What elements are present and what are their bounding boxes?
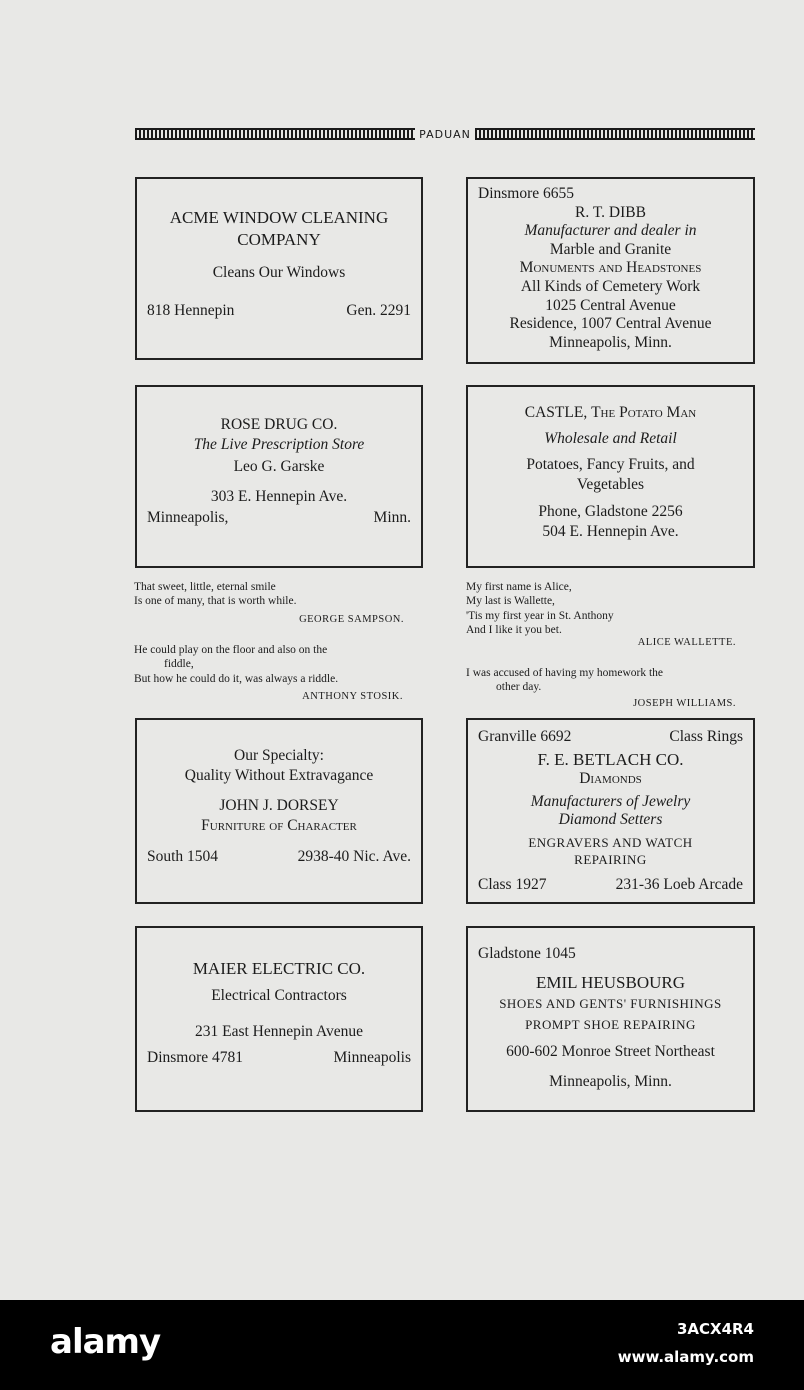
quote-line: fiddle,: [164, 658, 194, 671]
page-header-title: PADUAN: [419, 127, 471, 141]
ad-dorsey-phone: South 1504: [147, 847, 219, 865]
ad-betlach-class: Class 1927: [478, 875, 547, 893]
ad-maier-address: 231 East Hennepin Avenue: [194, 1023, 364, 1041]
ad-acme-window-cleaning: [135, 177, 423, 360]
ad-betlach-top-row: [468, 728, 753, 747]
ad-dorsey-contact-row: [137, 847, 421, 867]
ad-acme-name: ACME WINDOW CLEANING COMPANY: [169, 208, 389, 250]
ad-dibb-line5: 1025 Central Avenue: [545, 296, 676, 314]
header-ornament-left: [135, 128, 415, 140]
ad-heusbourg-phone: Gladstone 1045: [478, 945, 576, 962]
ad-rose-state: Minn.: [373, 508, 411, 526]
ad-betlach-line4: ENGRAVERS AND WATCH REPAIRING: [528, 834, 693, 868]
ad-heusbourg-address: 600-602 Monroe Street Northeast: [506, 1043, 715, 1061]
ad-castle-name-row: [468, 403, 753, 423]
ad-dibb-line6: Residence, 1007 Central Avenue: [509, 315, 712, 333]
ad-maier-name: MAIER ELECTRIC CO.: [192, 959, 366, 978]
quote-line: My last is Wallette,: [466, 595, 555, 608]
ad-dibb-line3: Monuments and Headstones: [519, 259, 702, 277]
ad-rose-city: Minneapolis,: [147, 508, 229, 526]
ad-dorsey-address: 2938-40 Nic. Ave.: [297, 847, 411, 865]
ad-betlach-line1: Diamonds: [579, 769, 642, 787]
ad-betlach-line3: Diamond Setters: [558, 811, 663, 829]
ad-maier-phone: Dinsmore 4781: [147, 1049, 244, 1067]
quote-line: And I like it you bet.: [466, 624, 562, 637]
quote-line: But how he could do it, was always a riddle.: [134, 672, 339, 685]
ad-dibb-line1: Manufacturer and dealer in: [524, 222, 697, 240]
quote-line: My first name is Alice,: [466, 581, 572, 593]
ad-betlach-extra: Class Rings: [669, 728, 743, 745]
ad-castle-address: 504 E. Hennepin Ave.: [542, 522, 679, 540]
ad-castle-potato-man: [466, 385, 755, 568]
ad-rose-person: Leo G. Garske: [233, 458, 325, 476]
ad-dibb-phone: Dinsmore 6655: [478, 185, 575, 202]
ad-dorsey-line2: Quality Without Extravagance: [184, 767, 374, 785]
quote-line: Is one of many, that is worth while.: [134, 595, 297, 608]
ad-acme-phone: Gen. 2291: [346, 302, 411, 320]
ad-dibb-line7: Minneapolis, Minn.: [549, 333, 672, 351]
ad-john-dorsey: [135, 718, 423, 904]
ad-castle-nickname: The Potato Man: [591, 404, 697, 421]
ad-betlach-name: F. E. BETLACH CO.: [537, 749, 684, 769]
quote-signature: GEORGE SAMPSON.: [299, 613, 404, 625]
footer-url: www.alamy.com: [617, 1348, 754, 1366]
ad-heusbourg-line1: SHOES AND GENTS' FURNISHINGS: [499, 996, 722, 1012]
quote-george-sampson: [134, 580, 404, 626]
quote-signature: JOSEPH WILLIAMS.: [633, 697, 736, 709]
quote-line: That sweet, little, eternal smile: [134, 581, 276, 593]
quote-line: He could play on the floor and also on the: [134, 644, 328, 656]
ad-dibb-name: R. T. DIBB: [575, 203, 646, 221]
ad-dorsey-line1: Our Specialty:: [234, 747, 324, 764]
ad-rose-address: 303 E. Hennepin Ave.: [210, 488, 348, 506]
ad-heusbourg-name: EMIL HEUSBOURG: [535, 973, 686, 993]
ad-dorsey-name: JOHN J. DORSEY: [219, 797, 339, 815]
quote-line: other day.: [496, 681, 542, 694]
ad-fe-betlach: [466, 718, 755, 904]
ad-betlach-address: 231-36 Loeb Arcade: [615, 875, 743, 893]
header-ornament-right: [475, 128, 755, 140]
ad-betlach-phone: Granville 6692: [478, 728, 572, 745]
ad-acme-tagline: Cleans Our Windows: [212, 264, 346, 282]
ad-rose-city-row: [137, 508, 421, 528]
stock-watermark-footer: [0, 1300, 804, 1390]
quote-signature: ALICE WALLETTE.: [637, 636, 736, 648]
ad-castle-phone: Phone, Gladstone 2256: [538, 502, 683, 520]
ad-dibb-line4: All Kinds of Cemetery Work: [520, 277, 701, 295]
ad-betlach-bottom-row: [468, 876, 753, 895]
quote-line: I was accused of having my homework the: [466, 667, 664, 679]
ad-maier-electric: [135, 926, 423, 1112]
ad-rose-drug: [135, 385, 423, 568]
quote-alice-wallette: [466, 580, 736, 649]
quote-joseph-williams: [466, 666, 754, 710]
quote-line: 'Tis my first year in St. Anthony: [466, 609, 614, 622]
ad-rose-tagline: The Live Prescription Store: [193, 436, 365, 454]
page-header-bar: [135, 127, 755, 141]
ad-castle-line1: Potatoes, Fancy Fruits, and Vegetables: [526, 456, 695, 494]
quote-anthony-stosik: [134, 643, 421, 703]
ad-rt-dibb: [466, 177, 755, 364]
ad-emil-heusbourg: [466, 926, 755, 1112]
ad-castle-name: CASTLE,: [524, 404, 588, 421]
image-id-label: 3ACX4R4: [676, 1320, 754, 1338]
ad-maier-contact-row: [137, 1048, 421, 1068]
ad-castle-tagline: Wholesale and Retail: [544, 430, 677, 448]
ad-heusbourg-city: Minneapolis, Minn.: [549, 1073, 672, 1091]
ad-acme-address: 818 Hennepin: [147, 302, 235, 320]
ad-dorsey-tagline: Furniture of Character: [201, 817, 357, 835]
ad-rose-name: ROSE DRUG CO.: [220, 416, 338, 433]
alamy-logo: alamy: [50, 1322, 161, 1362]
ad-dibb-line2: Marble and Granite: [549, 240, 672, 258]
ad-heusbourg-line2: PROMPT SHOE REPAIRING: [525, 1017, 696, 1033]
quote-signature: ANTHONY STOSIK.: [302, 691, 403, 703]
ad-acme-contact-row: [137, 301, 421, 321]
ad-betlach-line2: Manufacturers of Jewelry: [530, 792, 691, 810]
ad-maier-tagline: Electrical Contractors: [211, 987, 347, 1005]
ad-maier-city: Minneapolis: [333, 1049, 411, 1067]
